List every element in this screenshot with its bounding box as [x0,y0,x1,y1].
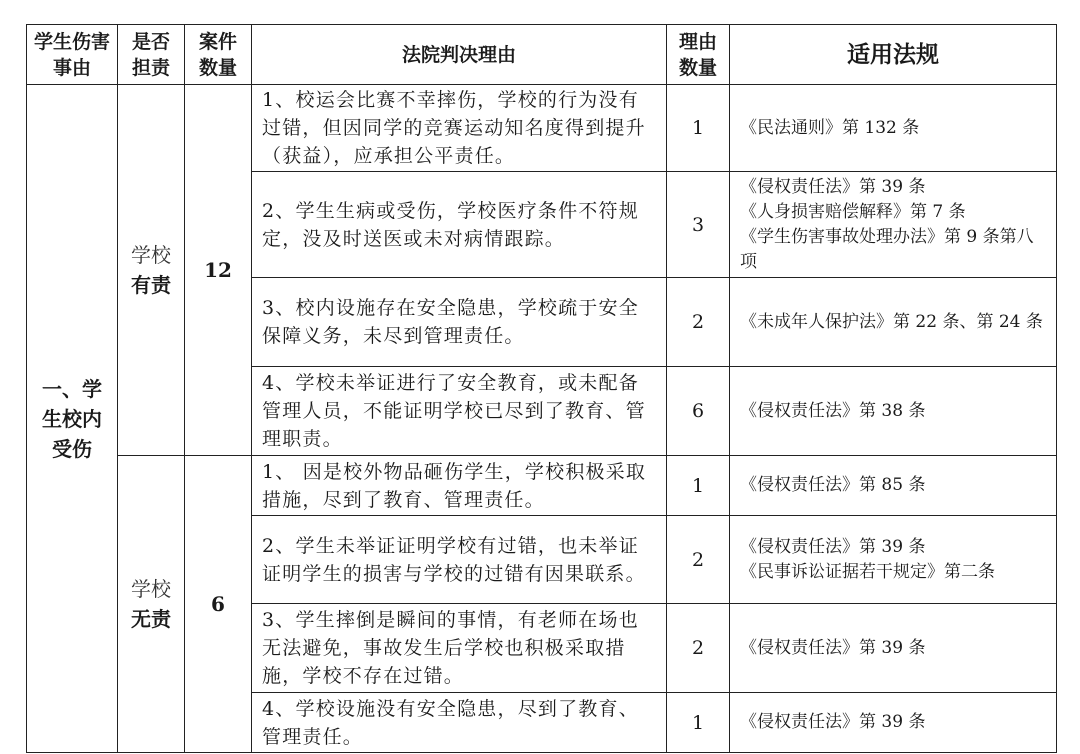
reason-count: 6 [667,367,730,456]
reason-cell: 2、学生生病或受伤，学校医疗条件不符规定，没及时送医或未对病情跟踪。 [252,172,667,278]
header-liable: 是否担责 [118,25,185,85]
law-item: 《侵权责任法》第 85 条 [740,475,926,495]
header-cause: 学生伤害事由 [27,25,118,85]
header-law: 适用法规 [730,25,1057,85]
reason-cell: 1、 因是校外物品砸伤学生，学校积极采取措施，尽到了教育、管理责任。 [252,456,667,516]
liability-prefix: 学校 [131,577,171,601]
header-reason: 法院判决理由 [252,25,667,85]
law-cell [730,516,1057,604]
reason-cell: 2、学生未举证证明学校有过错，也未举证证明学生的损害与学校的过错有因果联系。 [252,516,667,604]
category-label: 一、学生校内受伤 [42,376,102,461]
reason-cell: 3、校内设施存在安全隐患，学校疏于安全保障义务，未尽到管理责任。 [252,278,667,367]
case-count: 6 [185,456,252,753]
reason-count: 1 [667,456,730,516]
case-count: 12 [185,85,252,456]
reason-count: 1 [667,85,730,172]
reason-count: 3 [667,172,730,278]
law-item: 《民法通则》第 132 条 [740,117,920,138]
law-cell [730,172,1057,278]
reason-cell: 4、学校设施没有安全隐患，尽到了教育、管理责任。 [252,693,667,753]
liability-cell-no [118,456,185,753]
header-row [27,25,1057,85]
law-item: 《侵权责任法》第 39 条 [740,176,926,197]
reason-count: 2 [667,604,730,693]
law-item: 《侵权责任法》第 39 条 [740,536,926,557]
law-cell [730,693,1057,753]
law-cell [730,85,1057,172]
liability-suffix: 无责 [131,607,171,631]
law-item: 《侵权责任法》第 38 条 [740,400,926,421]
law-cell [730,367,1057,456]
reason-cell: 1、校运会比赛不幸摔伤，学校的行为没有过错，但因同学的竞赛运动知名度得到提升（获益），应承担公平责任。 [252,85,667,172]
table-row [27,456,1057,516]
liability-table [26,24,1057,753]
header-cases: 案件数量 [185,25,252,85]
law-cell [730,456,1057,516]
reason-count: 2 [667,278,730,367]
law-item: 《人身损害赔偿解释》第 7 条 [740,201,966,222]
header-reason-count: 理由数量 [667,25,730,85]
table-row [27,85,1057,172]
law-item: 《侵权责任法》第 39 条 [740,712,926,732]
law-item: 《民事诉讼证据若干规定》第二条 [740,561,995,582]
law-item: 《侵权责任法》第 39 条 [740,637,926,658]
reason-count: 1 [667,693,730,753]
liability-prefix: 学校 [131,243,171,267]
law-item: 《未成年人保护法》第 22 条、第 24 条 [740,311,1043,332]
liability-cell-yes [118,85,185,456]
reason-count: 2 [667,516,730,604]
law-cell [730,278,1057,367]
reason-cell: 4、学校未举证进行了安全教育，或未配备管理人员，不能证明学校已尽到了教育、管理职责。 [252,367,667,456]
liability-suffix: 有责 [131,273,171,297]
category-cell [27,85,118,753]
law-item: 《学生伤害事故处理办法》第 9 条第八项 [740,226,1034,272]
law-cell [730,604,1057,693]
reason-cell: 3、学生摔倒是瞬间的事情，有老师在场也无法避免，事故发生后学校也积极采取措施，学校不存在过错。 [252,604,667,693]
